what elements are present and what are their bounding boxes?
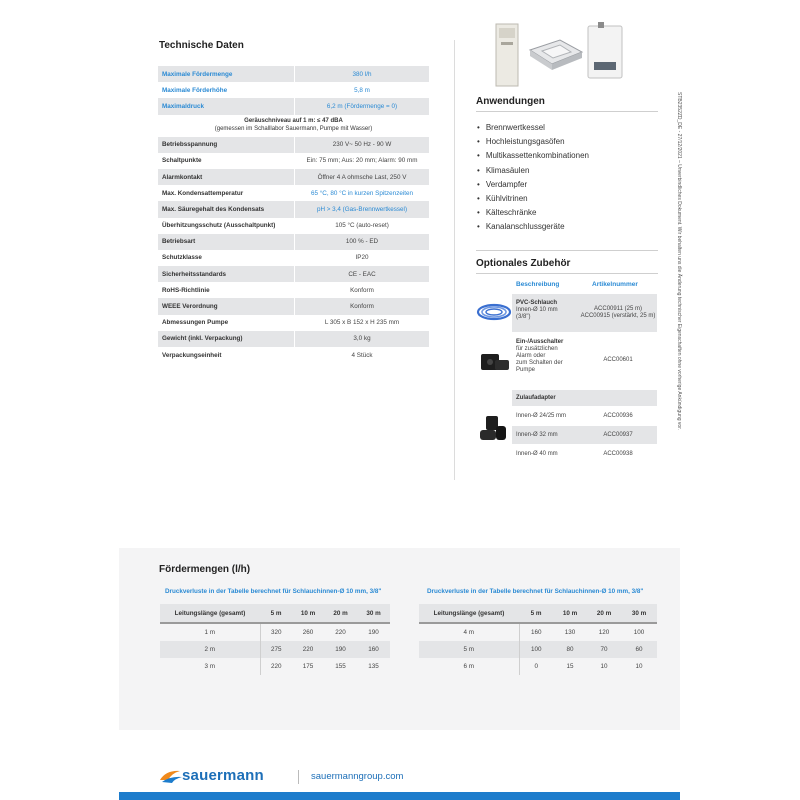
- tech-value: 6,2 m (Fördermenge = 0): [295, 98, 430, 114]
- flow-table-right: [419, 604, 657, 675]
- flow-row: [419, 658, 657, 675]
- noise-level-note: (gemessen im Schalllabor Sauermann, Pumpe mit Wasser): [214, 125, 373, 132]
- flow-cell: 130: [564, 629, 576, 636]
- tech-row: [158, 115, 429, 137]
- tech-value: 380 l/h: [295, 66, 430, 82]
- pvc-num1: ACC00911 (25 m): [594, 306, 642, 312]
- switch-icon: [478, 350, 512, 381]
- flow-row: [160, 658, 390, 675]
- flow-cell: 190: [324, 641, 357, 658]
- product-images: [490, 18, 630, 88]
- footer-divider: [298, 770, 299, 784]
- switch-text: [516, 339, 580, 374]
- flow-cell: 3 m: [160, 658, 260, 675]
- flow-right-head-3: 20 m: [587, 604, 621, 623]
- tech-value: 230 V~ 50 Hz - 90 W: [295, 137, 430, 153]
- footer-url-link[interactable]: sauermanngroup.com: [311, 771, 404, 782]
- tech-key: WEEE Verordnung: [158, 298, 295, 314]
- accessories-col-desc: Beschreibung: [516, 281, 560, 288]
- pvc-num2: ACC00915 (verstärkt, 25 m): [580, 313, 656, 319]
- application-item: • Kälteschränke: [477, 206, 589, 220]
- flow-right-head-1: 5 m: [519, 604, 553, 623]
- tech-value: 100 % - ED: [295, 234, 430, 250]
- tech-key: Alarmkontakt: [158, 169, 295, 185]
- applications-bottom-rule: [476, 250, 658, 251]
- adapter-desc-2: Innen-Ø 40 mm: [516, 451, 558, 457]
- flow-cell: 220: [335, 629, 346, 636]
- tech-key: Max. Kondensattemperatur: [158, 185, 295, 201]
- flow-row: [160, 623, 390, 641]
- tech-value: Konform: [295, 298, 430, 314]
- tech-table: [158, 66, 429, 363]
- pvc-number: [574, 306, 662, 320]
- footer-bar: [119, 792, 680, 800]
- tech-key: Schutzklasse: [158, 250, 295, 266]
- flow-table-left: [160, 604, 390, 675]
- switch-desc-2: zum Schalten der: [516, 360, 563, 366]
- tech-row: [158, 185, 429, 201]
- tech-key: Sicherheitsstandards: [158, 266, 295, 282]
- tech-key: Schaltpunkte: [158, 153, 295, 169]
- flow-cell: 260: [302, 629, 314, 636]
- tech-key: Maximale Fördermenge: [158, 66, 295, 82]
- flow-cell: 160: [530, 629, 542, 636]
- tech-row: [158, 218, 429, 234]
- pvc-desc1: Innen-Ø 10 mm: [516, 307, 558, 313]
- switch-desc-0: für zusätzlichen: [516, 346, 558, 352]
- flow-left-head-0: Leitungslänge (gesamt): [160, 604, 260, 623]
- flow-cell: 10: [600, 663, 608, 670]
- tech-row: [158, 98, 429, 114]
- hose-icon: [476, 296, 512, 331]
- flow-cell: 2 m: [160, 641, 260, 658]
- tech-key: RoHS-Richtlinie: [158, 282, 295, 298]
- tech-row: [158, 298, 429, 314]
- flow-cell: 175: [302, 663, 314, 670]
- tech-row: [158, 266, 429, 282]
- flow-cell: 160: [357, 641, 390, 658]
- adapter-icon: [478, 412, 510, 453]
- tech-row: [158, 82, 429, 98]
- flow-right-head-0: Leitungslänge (gesamt): [419, 604, 519, 623]
- flow-title: Fördermengen (l/h): [159, 564, 251, 575]
- flow-cell: 100: [519, 641, 553, 658]
- tech-value: Ein: 75 mm; Aus: 20 mm; Alarm: 90 mm: [295, 153, 430, 169]
- tech-value: 3,0 kg: [295, 331, 430, 347]
- switch-desc-1: Alarm oder: [516, 353, 546, 359]
- flow-cell: 220: [270, 663, 282, 670]
- adapter-desc-0: Innen-Ø 24/25 mm: [516, 413, 567, 419]
- tech-value: Öffner 4 A ohmsche Last, 250 V: [295, 169, 430, 185]
- tech-value: 5,8 m: [295, 82, 430, 98]
- flow-cell: 0: [534, 663, 538, 670]
- tech-key: Betriebsart: [158, 234, 295, 250]
- pvc-text: [516, 300, 578, 321]
- flow-caption-left: Druckverluste in der Tabelle berechnet für Schlauchinnen-Ø 10 mm, 3/8": [165, 588, 382, 595]
- application-item: • Kühlvitrinen: [477, 192, 589, 206]
- flow-cell: 220: [292, 641, 324, 658]
- column-divider: [454, 40, 455, 480]
- adapter-name: Zulaufadapter: [516, 395, 556, 401]
- flow-cell: 190: [368, 629, 379, 636]
- flow-cell: 60: [621, 641, 657, 658]
- tech-value: 105 °C (auto-reset): [295, 218, 430, 234]
- switch-desc-3: Pumpe: [516, 367, 536, 373]
- flow-left-head-1: 5 m: [260, 604, 292, 623]
- flow-cell: 155: [335, 663, 346, 670]
- side-note: STB2352ZD_DE - 27/12/2021 – Unverbindliches Dokument. Wir behalten uns die Änderung technischer Eigenschaften ohne vorherige Ankündigung vor.: [676, 92, 682, 430]
- tech-row: [158, 66, 429, 82]
- pvc-desc2: (3/8"): [516, 314, 531, 320]
- flow-cell: 5 m: [419, 641, 519, 658]
- tech-row: [158, 201, 429, 217]
- tech-row: [158, 153, 429, 169]
- application-item: • Brennwertkessel: [477, 121, 589, 135]
- tech-value: L 305 x B 152 x H 235 mm: [295, 315, 430, 331]
- application-item: • Multikassettenkombinationen: [477, 149, 589, 163]
- flow-right-head-4: 30 m: [621, 604, 657, 623]
- flow-caption-right: Druckverluste in der Tabelle berechnet für Schlauchinnen-Ø 10 mm, 3/8": [427, 588, 644, 595]
- adapter-desc-1: Innen-Ø 32 mm: [516, 432, 558, 438]
- flow-cell: 70: [587, 641, 621, 658]
- tech-row: [158, 315, 429, 331]
- application-item: • Hochleistungsgasöfen: [477, 135, 589, 149]
- adapter-num-1: ACC00937: [603, 432, 633, 438]
- applications-list: [477, 121, 589, 235]
- flow-cell: 4 m: [419, 623, 519, 641]
- tech-value: 65 °C, 80 °C in kurzen Spitzenzeiten: [295, 185, 430, 201]
- tech-key: Max. Säuregehalt des Kondensats: [158, 201, 295, 217]
- tech-key: Abmessungen Pumpe: [158, 315, 295, 331]
- tech-key: Maximaldruck: [158, 98, 295, 114]
- tech-value: IP20: [295, 250, 430, 266]
- flow-cell: 100: [633, 629, 645, 636]
- accessories-title: Optionales Zubehör: [476, 258, 571, 269]
- tech-key: Betriebsspannung: [158, 137, 295, 153]
- accessories-col-num: Artikelnummer: [592, 281, 638, 288]
- flow-left-head-4: 30 m: [357, 604, 390, 623]
- flow-left-head-2: 10 m: [292, 604, 324, 623]
- adapter-num-0: ACC00936: [603, 413, 633, 419]
- flow-left-head-3: 20 m: [324, 604, 357, 623]
- noise-level-label: Geräuschniveau auf 1 m: ≤ 47 dBA: [244, 118, 343, 125]
- flow-right-head-2: 10 m: [553, 604, 587, 623]
- tech-row: [158, 250, 429, 266]
- tech-value: Konform: [295, 282, 430, 298]
- switch-number: ACC00601: [603, 357, 633, 363]
- tech-row: [158, 169, 429, 185]
- tech-row: [158, 234, 429, 250]
- flow-cell: 15: [566, 663, 574, 670]
- switch-name: Ein-/Ausschalter: [516, 339, 564, 345]
- flow-cell: 10: [635, 663, 643, 670]
- application-item: • Verdampfer: [477, 178, 589, 192]
- noise-level-cell: [158, 115, 429, 137]
- flow-cell: 1 m: [160, 623, 260, 641]
- applications-title: Anwendungen: [476, 96, 545, 107]
- adapter-num-2: ACC00938: [603, 451, 633, 457]
- tech-key: Gewicht (inkl. Verpackung): [158, 331, 295, 347]
- flow-cell: 320: [270, 629, 282, 636]
- flow-row: [419, 623, 657, 641]
- pvc-name: PVC-Schlauch: [516, 300, 558, 306]
- accessories-rule: [476, 273, 658, 274]
- tech-value: CE - EAC: [295, 266, 430, 282]
- applications-rule: [476, 111, 658, 112]
- tech-key: Überhitzungsschutz (Ausschaltpunkt): [158, 218, 295, 234]
- flow-cell: 120: [598, 629, 610, 636]
- application-item: • Kanalanschlussgeräte: [477, 220, 589, 234]
- tech-row: [158, 282, 429, 298]
- tech-row: [158, 137, 429, 153]
- tech-row: [158, 347, 429, 363]
- brand-name: sauermann: [182, 767, 264, 784]
- flow-cell: 135: [368, 663, 379, 670]
- tech-value: pH > 3,4 (Gas-Brennwertkessel): [295, 201, 430, 217]
- application-item: • Klimasäulen: [477, 164, 589, 178]
- tech-key: Maximale Förderhöhe: [158, 82, 295, 98]
- tech-title: Technische Daten: [159, 40, 244, 51]
- tech-key: Verpackungseinheit: [158, 347, 295, 363]
- brand-swoosh-icon: [158, 768, 184, 784]
- tech-row: [158, 331, 429, 347]
- flow-row: [419, 641, 657, 658]
- flow-cell: 275: [260, 641, 292, 658]
- flow-cell: 6 m: [419, 658, 519, 675]
- flow-row: [160, 641, 390, 658]
- tech-value: 4 Stück: [295, 347, 430, 363]
- flow-cell: 80: [553, 641, 587, 658]
